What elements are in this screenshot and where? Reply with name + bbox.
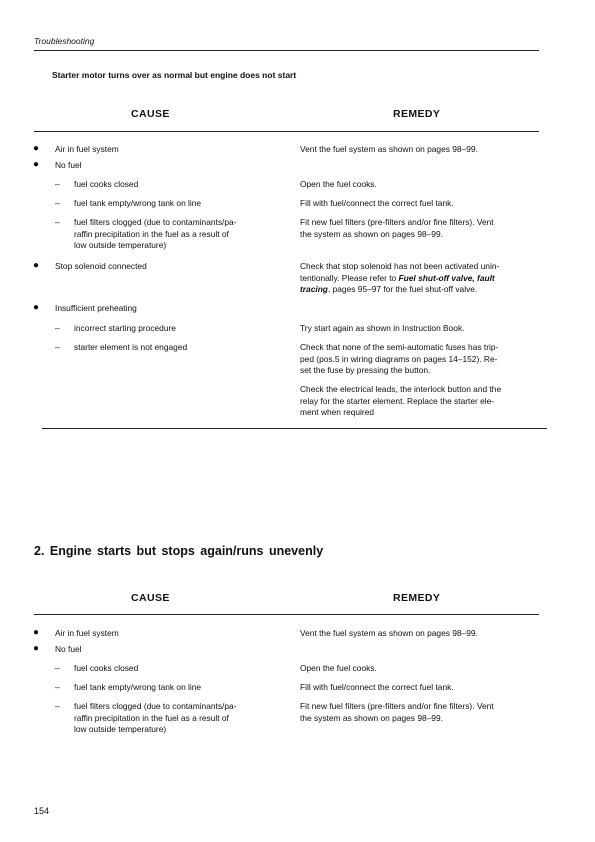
bullet-icon: ● xyxy=(33,260,40,271)
cause-text-line: low outside temperature) xyxy=(74,240,167,251)
remedy-text: Vent the fuel system as shown on pages 98–99. xyxy=(300,628,478,638)
section2-header-rule xyxy=(34,614,539,615)
remedy-text-part: , pages 95–97 for the fuel shut-off valve. xyxy=(327,284,478,295)
dash-icon: – xyxy=(55,198,60,208)
remedy-text-line: Check that stop solenoid has not been activated unin- xyxy=(300,261,500,271)
remedy-text-line: Check the electrical leads, the interlock button and the xyxy=(300,384,502,394)
remedy-text: Fill with fuel/connect the correct fuel tank. xyxy=(300,682,454,692)
remedy-text-line xyxy=(300,273,495,285)
cause-text-line: fuel filters clogged (due to contaminants/pa- xyxy=(74,217,237,227)
dash-icon: – xyxy=(55,342,60,352)
section1-header-rule xyxy=(34,131,539,132)
remedy-text-line: relay for the starter element. Replace the starter ele- xyxy=(300,395,495,406)
bullet-icon: ● xyxy=(33,627,40,638)
remedy-text-line: the system as shown on pages 98–99. xyxy=(300,228,443,239)
cause-text: fuel tank empty/wrong tank on line xyxy=(74,198,202,208)
cause-text-line: low outside temperature) xyxy=(74,724,167,735)
cause-text: fuel tank empty/wrong tank on line xyxy=(74,682,202,692)
remedy-text-line: Check that none of the semi-automatic fuses has trip- xyxy=(300,342,499,352)
header-rule xyxy=(34,50,539,51)
section1-remedy-header: REMEDY xyxy=(393,108,441,120)
bullet-icon: ● xyxy=(33,159,40,170)
bullet-icon: ● xyxy=(33,143,40,154)
remedy-text-line: ped (pos.5 in wiring diagrams on pages 14–152). Re- xyxy=(300,353,498,364)
cause-text: Air in fuel system xyxy=(55,144,119,154)
cause-text-line: fuel filters clogged (due to contaminants/pa- xyxy=(74,701,237,711)
section1-cause-header: CAUSE xyxy=(131,108,170,120)
remedy-text-line: Fit new fuel filters (pre-filters and/or fine filters). Vent xyxy=(300,217,494,227)
running-head: Troubleshooting xyxy=(34,36,95,46)
remedy-text: Open the fuel cooks. xyxy=(300,663,377,673)
remedy-text-line xyxy=(300,284,477,296)
section2-cause-header: CAUSE xyxy=(131,592,170,604)
remedy-text-line: the system as shown on pages 98–99. xyxy=(300,712,443,723)
cause-text: incorrect starting procedure xyxy=(74,323,176,333)
cross-reference-emphasis: tracing xyxy=(300,284,328,295)
cause-text: Stop solenoid connected xyxy=(55,261,147,271)
cause-text: No fuel xyxy=(55,160,82,170)
dash-icon: – xyxy=(55,701,60,711)
cause-text: Air in fuel system xyxy=(55,628,119,638)
bullet-icon: ● xyxy=(33,643,40,654)
page-number: 154 xyxy=(34,806,50,816)
remedy-text: Vent the fuel system as shown on pages 98–99. xyxy=(300,144,478,154)
remedy-text: Try start again as shown in Instruction Book. xyxy=(300,323,465,333)
cause-text: No fuel xyxy=(55,644,82,654)
dash-icon: – xyxy=(55,217,60,227)
dash-icon: – xyxy=(55,682,60,692)
cause-text-line: raffin precipitation in the fuel as a result of xyxy=(74,712,229,723)
section2-heading: 2. Engine starts but stops again/runs unevenly xyxy=(34,544,324,558)
remedy-text-line: ment when required xyxy=(300,407,375,418)
remedy-text: Open the fuel cooks. xyxy=(300,179,377,189)
cause-text: starter element is not engaged xyxy=(74,342,188,352)
remedy-text-part: tentionally. Please refer to xyxy=(300,272,399,283)
section1-heading: Starter motor turns over as normal but engine does not start xyxy=(52,70,297,80)
remedy-text-line: set the fuse by pressing the button. xyxy=(300,365,431,376)
cause-text: fuel cooks closed xyxy=(74,663,139,673)
remedy-text-line: Fit new fuel filters (pre-filters and/or fine filters). Vent xyxy=(300,701,494,711)
section1-bottom-rule xyxy=(42,428,547,429)
section2-remedy-header: REMEDY xyxy=(393,592,441,604)
cause-text: Insufficient preheating xyxy=(55,303,137,313)
cause-text-line: raffin precipitation in the fuel as a result of xyxy=(74,228,229,239)
bullet-icon: ● xyxy=(33,302,40,313)
dash-icon: – xyxy=(55,663,60,673)
cross-reference-emphasis: Fuel shut-off valve, fault xyxy=(398,272,495,283)
remedy-text: Fill with fuel/connect the correct fuel tank. xyxy=(300,198,454,208)
dash-icon: – xyxy=(55,323,60,333)
dash-icon: – xyxy=(55,179,60,189)
cause-text: fuel cooks closed xyxy=(74,179,139,189)
